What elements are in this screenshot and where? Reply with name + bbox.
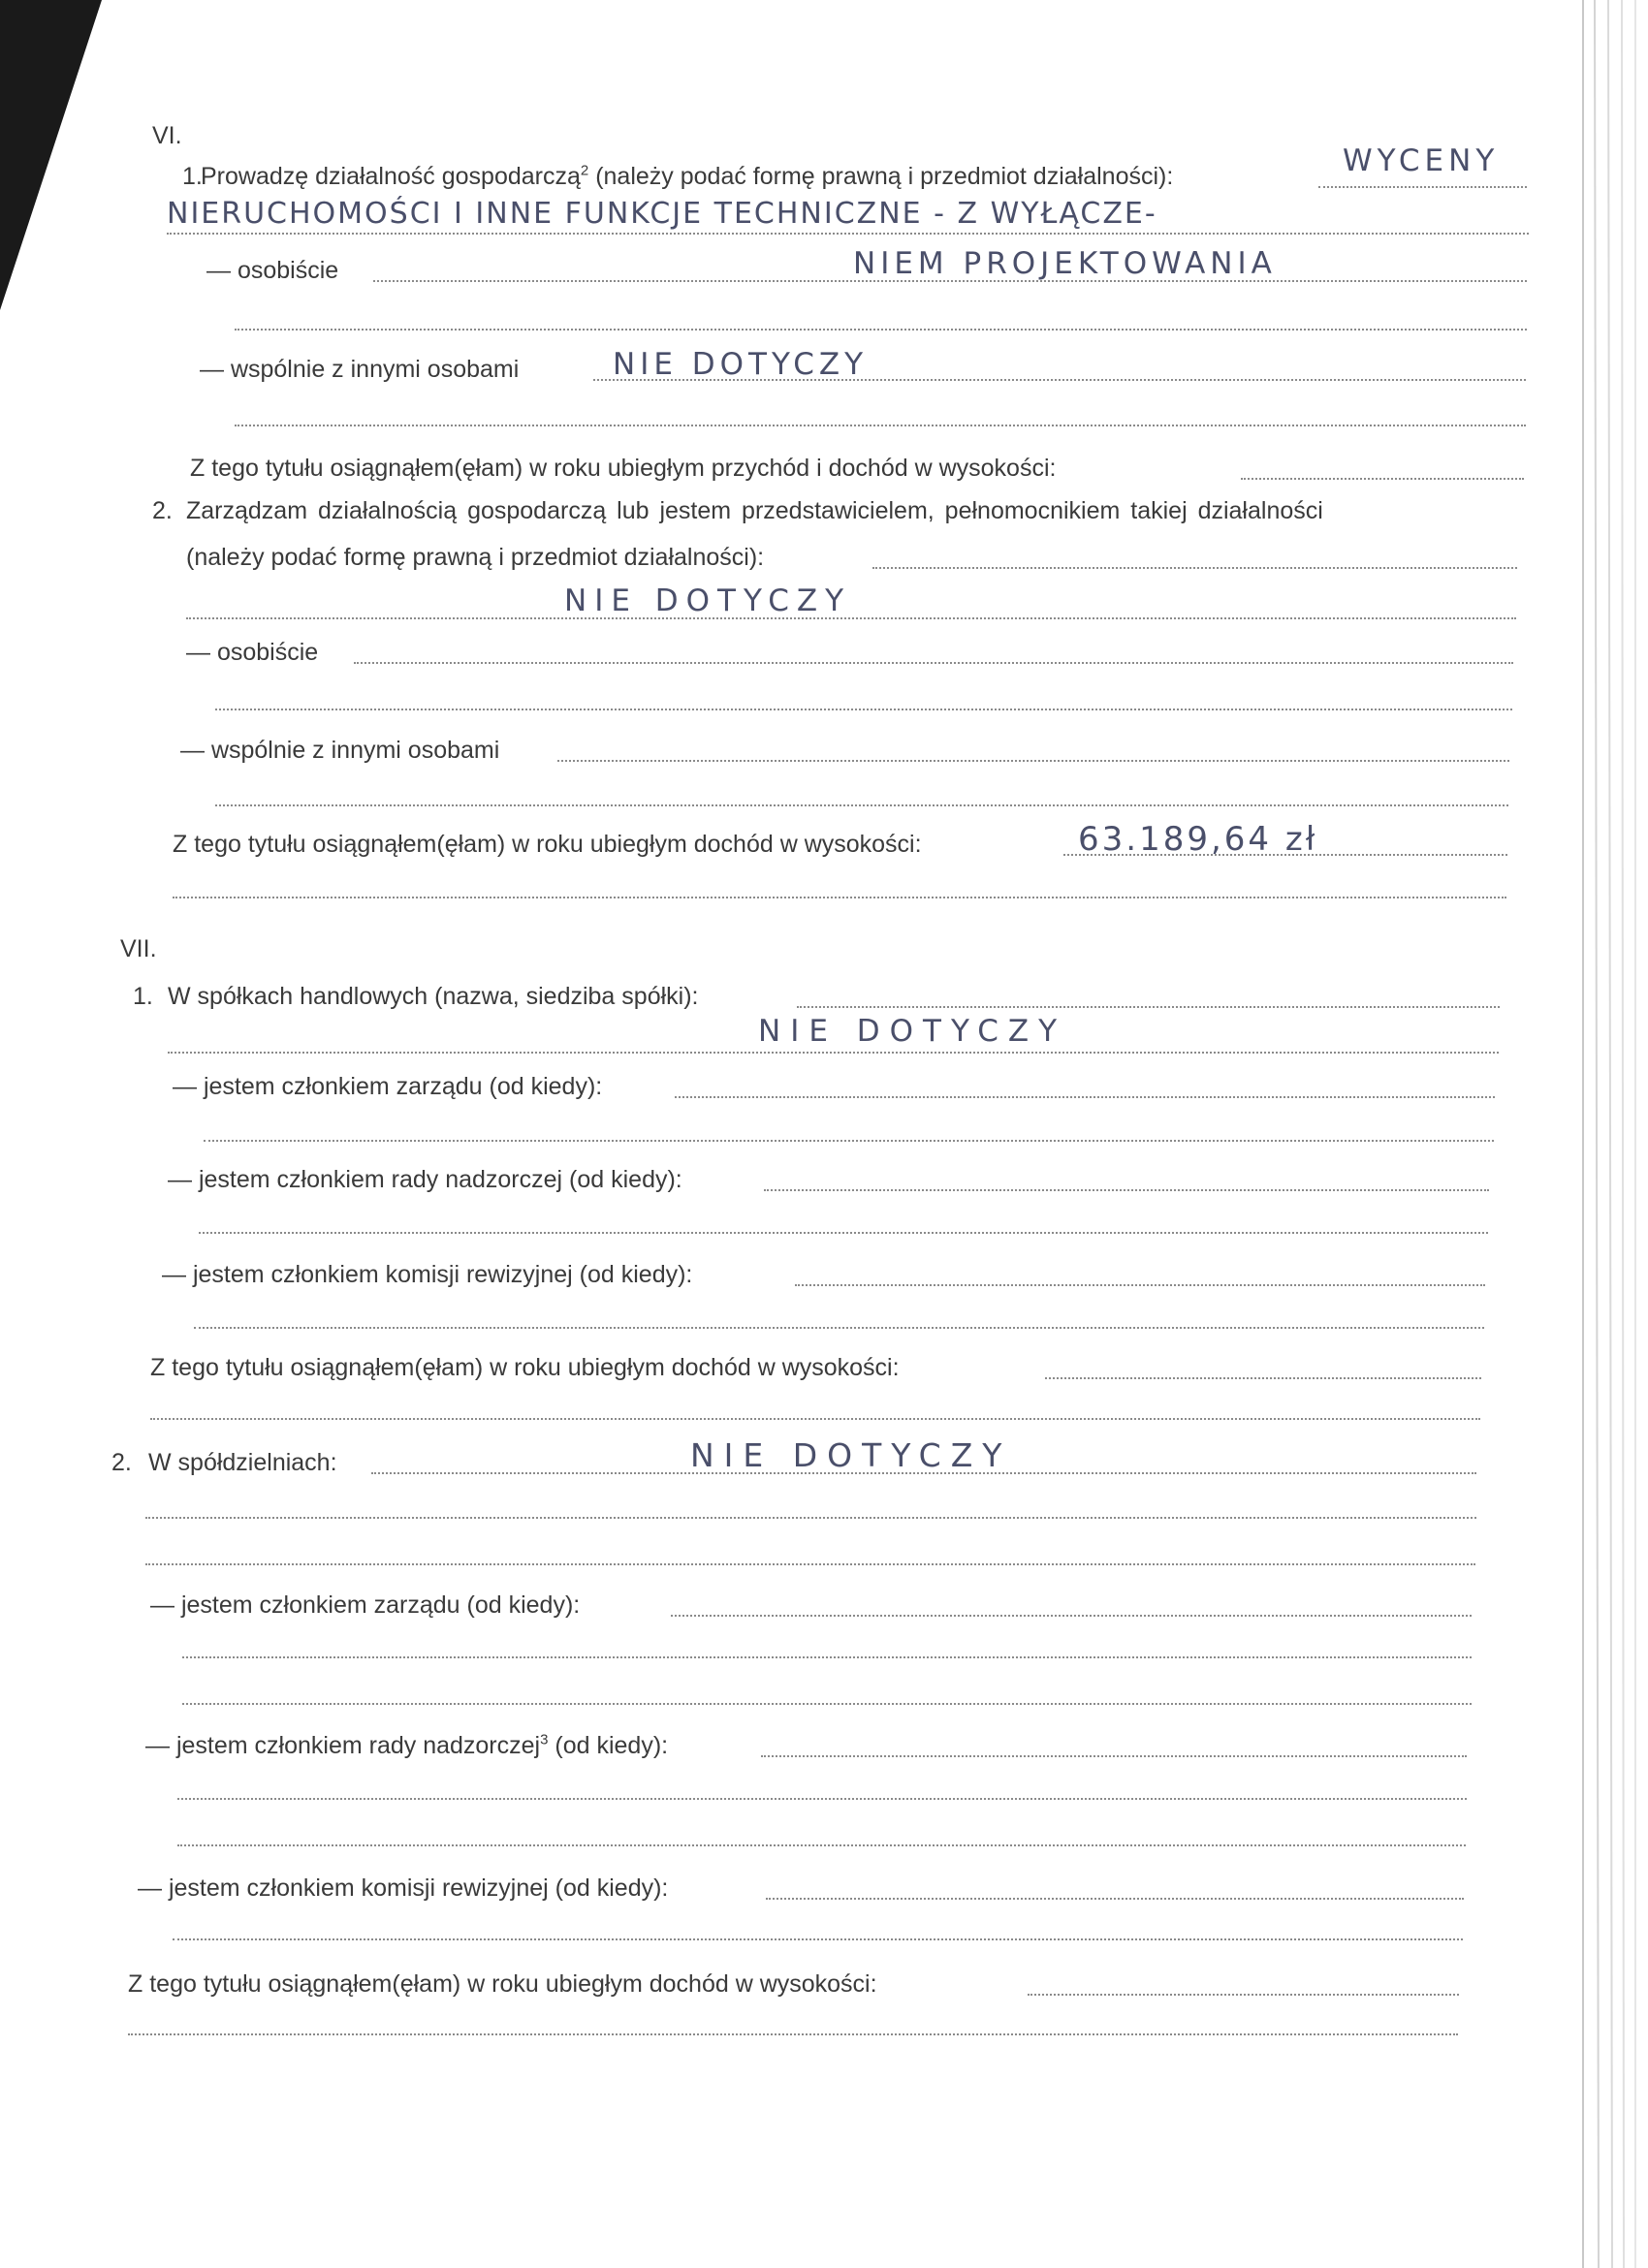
- vi-item1-wspolnie-label: — wspólnie z innymi osobami: [200, 356, 520, 383]
- vii-item2-handwritten: NIE DOTYCZY: [690, 1436, 1012, 1474]
- vii-item1-rada-line-2: [199, 1232, 1488, 1234]
- vi-item1-osobiscie-label: — osobiście: [206, 257, 339, 284]
- vii-item2-zarzad-line: [671, 1615, 1472, 1617]
- vi-item1-handwritten-wspolnie: NIE DOTYCZY: [613, 347, 869, 382]
- vii-item2-zarzad-line-2: [182, 1656, 1472, 1658]
- vi-item2-number: 2.: [152, 497, 173, 524]
- vi-item2-form-line-2: [186, 617, 1516, 619]
- vi-item1-form-line-2: [167, 233, 1529, 235]
- section-vii-heading: VII.: [120, 935, 157, 962]
- vi-item1-osobiscie-line-2: [235, 329, 1527, 331]
- vii-item2-number: 2.: [111, 1449, 132, 1476]
- footnote-2: 2: [580, 162, 589, 179]
- vi-item2-handwritten-income: 63.189,64 zł: [1078, 820, 1318, 859]
- vii-item1-rada-line: [764, 1189, 1489, 1191]
- vi-item1-number: 1.: [182, 163, 203, 190]
- vi-item2-wspolnie-line: [557, 760, 1509, 762]
- vii-item2-komisja-line-2: [173, 1938, 1463, 1940]
- section-vi-heading: VI.: [152, 122, 182, 149]
- vii-item1-name-line-2: [168, 1052, 1499, 1054]
- vii-item1-text: W spółkach handlowych (nazwa, siedziba spółki):: [168, 983, 699, 1010]
- vi-item2-wspolnie-label: — wspólnie z innymi osobami: [180, 737, 500, 764]
- vii-item2-rada-line: [761, 1755, 1467, 1757]
- vi-item1-handwritten-form-1: WYCENY: [1343, 143, 1500, 178]
- vii-item1-income-line-2: [150, 1418, 1480, 1420]
- vii-item1-income-label: Z tego tytułu osiągnąłem(ęłam) w roku ubiegłym dochód w wysokości:: [150, 1354, 900, 1381]
- vii-item2-name-line-3: [145, 1563, 1475, 1565]
- vii-item2-zarzad-label: — jestem członkiem zarządu (od kiedy):: [150, 1591, 581, 1619]
- vi-item2-wspolnie-line-2: [215, 804, 1508, 806]
- vi-item1-label: [201, 162, 1173, 191]
- vii-item2-text: W spółdzielniach:: [148, 1449, 337, 1476]
- vii-item2-name-line-2: [145, 1517, 1476, 1519]
- vii-item2-income-label: Z tego tytułu osiągnąłem(ęłam) w roku ubiegłym dochód w wysokości:: [128, 1970, 877, 1998]
- vi-item1-handwritten-form-3: NIEM PROJEKTOWANIA: [853, 246, 1277, 281]
- vi-item2-text-1: Zarządzam działalnością gospodarczą lub jestem przedstawicielem, pełnomocnikiem takiej działalności: [186, 497, 1323, 524]
- vi-item1-income-line: [1241, 478, 1524, 480]
- vii-item1-komisja-label: — jestem członkiem komisji rewizyjnej (od kiedy):: [162, 1261, 693, 1288]
- vi-item2-osobiscie-line-2: [215, 709, 1512, 710]
- vii-item2-rada-line-3: [177, 1844, 1466, 1846]
- vii-item2-komisja-line: [766, 1898, 1464, 1900]
- vii-item1-zarzad-label: — jestem członkiem zarządu (od kiedy):: [173, 1073, 603, 1100]
- vi-item1-text: Prowadzę działalność gospodarczą: [201, 163, 581, 190]
- vi-item1-wspolnie-line-2: [235, 425, 1526, 426]
- vii-item1-zarzad-line-2: [204, 1140, 1494, 1142]
- vi-item1-income-label: Z tego tytułu osiągnąłem(ęłam) w roku ubiegłym przychód i dochód w wysokości:: [190, 455, 1057, 482]
- vi-item2-form-line: [872, 567, 1517, 569]
- vii-item1-komisja-line: [795, 1284, 1485, 1286]
- vii-item1-number: 1.: [133, 983, 153, 1010]
- vii-item2-rada-label: [145, 1731, 668, 1760]
- vii-item1-zarzad-line: [675, 1096, 1495, 1098]
- vi-item2-osobiscie-line: [354, 662, 1513, 664]
- vii-item2-rada-line-2: [177, 1798, 1467, 1800]
- vi-item2-text-2: (należy podać formę prawną i przedmiot działalności):: [186, 544, 765, 571]
- vi-item2-income-label: Z tego tytułu osiągnąłem(ęłam) w roku ubiegłym dochód w wysokości:: [173, 831, 922, 858]
- vi-item1-handwritten-form-2: NIERUCHOMOŚCI I INNE FUNKCJE TECHNICZNE - Z WYŁĄCZE-: [167, 197, 1157, 231]
- torn-corner-edge: [0, 0, 107, 320]
- vi-item2-income-line-2: [173, 897, 1506, 898]
- vi-item2-osobiscie-label: — osobiście: [186, 639, 319, 666]
- vii-item2-rada-text: — jestem członkiem rady nadzorczej: [145, 1732, 541, 1759]
- vi-item1-text-after: (należy podać formę prawną i przedmiot działalności):: [588, 163, 1174, 190]
- vii-item2-zarzad-line-3: [182, 1703, 1472, 1705]
- vi-item2-handwritten-form: NIE DOTYCZY: [564, 583, 852, 618]
- stacked-pages-edge: [1575, 0, 1648, 2268]
- vii-item2-komisja-label: — jestem członkiem komisji rewizyjnej (od kiedy):: [138, 1874, 669, 1902]
- vii-item2-income-line: [1028, 1994, 1459, 1996]
- vii-item1-rada-label: — jestem członkiem rady nadzorczej (od kiedy):: [168, 1166, 682, 1193]
- vi-item1-form-line: [1318, 186, 1527, 188]
- vii-item1-handwritten: NIE DOTYCZY: [758, 1014, 1067, 1049]
- vii-item2-rada-text-after: (od kiedy):: [548, 1732, 669, 1759]
- vii-item1-name-line: [797, 1006, 1500, 1008]
- vii-item2-income-line-2: [128, 2033, 1458, 2035]
- footnote-3: 3: [540, 1731, 549, 1748]
- vii-item1-income-line: [1045, 1377, 1481, 1379]
- vii-item1-komisja-line-2: [194, 1327, 1484, 1329]
